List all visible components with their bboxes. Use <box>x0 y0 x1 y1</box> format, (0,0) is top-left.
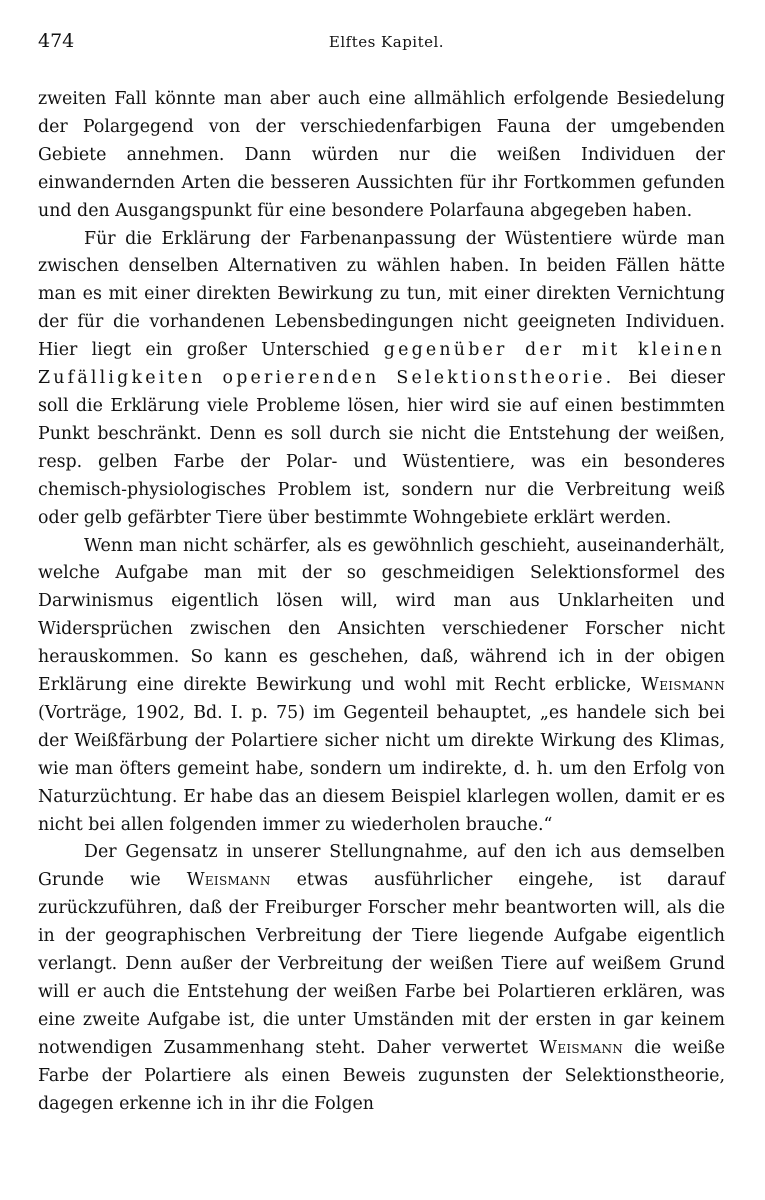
page-number: 474 <box>38 30 75 52</box>
chapter-title: Elftes Kapitel. <box>328 33 445 51</box>
paragraph-text: etwas ausführlicher eingehe, ist darauf zurückzuführen, daß der Freiburger Forscher mehr beantworten will, als die in der geographischen Verbreitung der Tiere liegende Aufgabe eigentlich verlangt. Denn außer der Verbreitung der weißen Tiere auf weißem Grund will er auch die Entstehung der weißen Farbe bei Polartieren erklären, was eine zweite Aufgabe ist, die unter Umständen mit der ersten in gar keinem notwendigen Zusammenhang steht. Daher verwertet <box>38 870 725 1058</box>
emphasized-text: gegenüber der mit kleinen Zufälligkeiten operierenden Selektionstheorie. <box>38 340 725 389</box>
paragraph-1 <box>38 86 725 226</box>
paragraph-4 <box>38 839 725 1118</box>
author-name: Weismann <box>186 870 271 891</box>
running-header <box>38 30 725 64</box>
paragraph-text: Bei dieser soll die Erklärung viele Probleme lösen, hier wird sie auf einen bestimmten Punkt beschränkt. Denn es soll durch sie nicht die Entstehung der weißen, resp. gelben Farbe der Polar- und Wüstentiere, was ein besonderes chemisch-physiologisches Problem ist, sondern nur die Verbreitung weiß oder gelb gefärbter Tiere über bestimmte Wohngebiete erklärt werden. <box>38 368 725 528</box>
paragraph-text: die weiße Farbe der Polartiere als einen Beweis zugunsten der Selektionstheorie, dagegen erkenne ich in ihr die Folgen <box>38 1037 725 1114</box>
paragraph-text: (Vorträge, 1902, Bd. I. p. 75) im Gegenteil behauptet, „es handele sich bei der Weißfärbung der Polartiere sicher nicht um direkte Wirkung des Klimas, wie man öfters gemeint habe, sondern um indirekte, d. h. um den Erfolg von Naturzüchtung. Er habe das an diesem Beispiel klarlegen wollen, damit er es nicht bei allen folgenden immer zu wiederholen brauche.“ <box>38 702 725 835</box>
paragraph-text: Wenn man nicht schärfer, als es gewöhnlich geschieht, auseinanderhält, welche Aufgabe man mit der so geschmeidigen Selektionsformel des Darwinismus eigentlich lösen will, wird man aus Unklarheiten und Widersprüchen zwischen den Ansichten verschiedener Forscher nicht herauskommen. So kann es geschehen, daß, während ich in der obigen Erklärung eine direkte Bewirkung und wohl mit Recht erblicke, <box>38 535 725 696</box>
paragraph-text: Der Gegensatz in unserer Stellungnahme, auf den ich aus demselben Grunde wie <box>38 842 725 891</box>
body-text <box>38 86 725 1119</box>
paragraph-2 <box>38 226 725 533</box>
paragraph-text: Für die Erklärung der Farbenanpassung der Wüstentiere würde man zwischen denselben Alternativen zu wählen haben. In beiden Fällen hätte man es mit einer direkten Bewirkung zu tun, mit einer direkten Vernichtung der für die vorhandenen Lebensbedingungen nicht geeigneten Individuen. Hier liegt ein großer Unterschied <box>38 228 725 361</box>
author-name: Weismann <box>539 1037 624 1058</box>
author-name: Weismann <box>641 675 725 696</box>
paragraph-text: zweiten Fall könnte man aber auch eine allmählich erfolgende Besiedelung der Polargegend von der verschiedenfarbigen Fauna der umgebenden Gebiete annehmen. Dann würden nur die weißen Individuen der einwandernden Arten die besseren Aussichten für ihr Fortkommen gefunden und den Ausgangspunkt für eine besondere Polarfauna abgegeben haben. <box>38 89 725 221</box>
paragraph-3 <box>38 533 725 840</box>
